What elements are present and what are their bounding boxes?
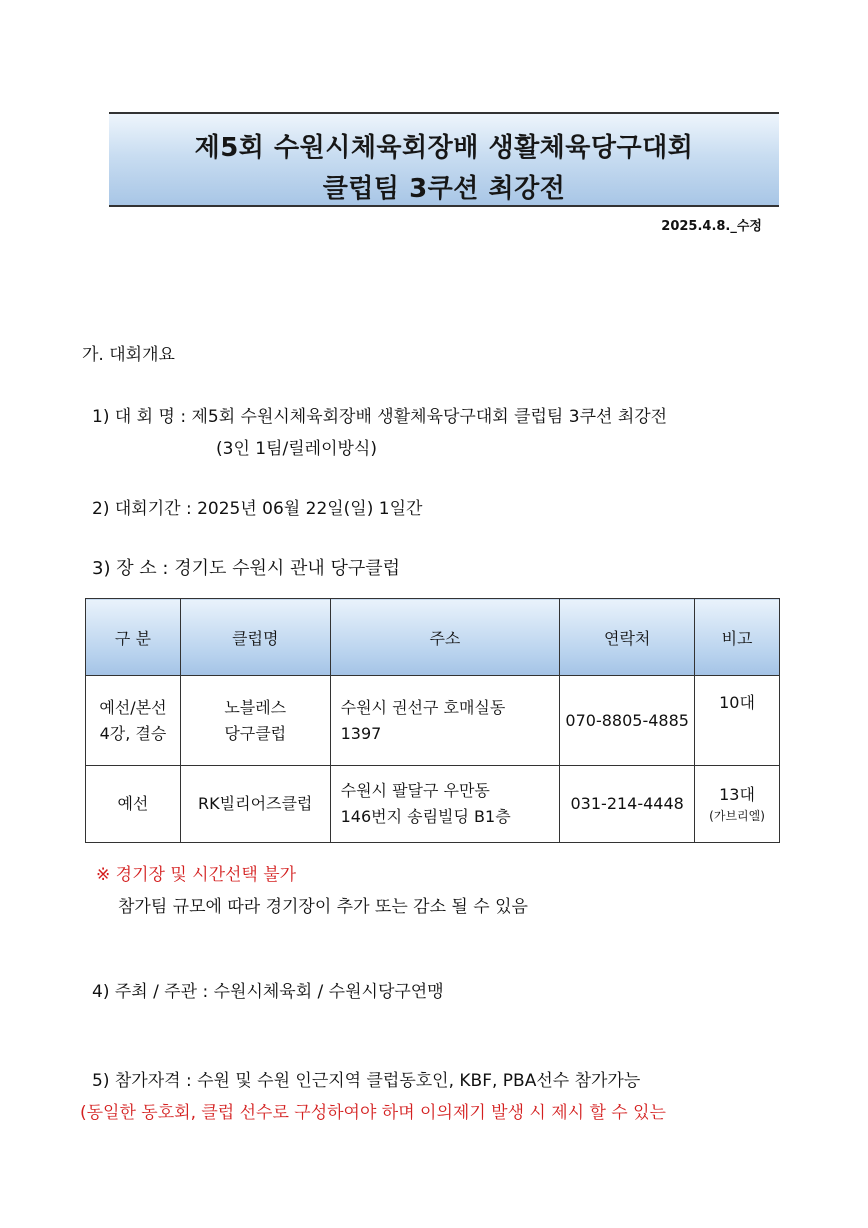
phone-cell: 031-214-4448 (560, 766, 695, 843)
table-row (86, 676, 780, 766)
header-note: 비고 (695, 599, 780, 676)
division-cell: 예선 (86, 766, 181, 843)
note-text: 13대 (719, 784, 755, 804)
note-subtext: (가브리엘) (709, 809, 765, 824)
event-name: 1) 대 회 명 : 제5회 수원시체육회장배 생활체육당구대회 클럽팀 3쿠션 최강전 (92, 407, 668, 427)
section-heading: 가. 대회개요 (82, 345, 175, 365)
note-cell (695, 766, 780, 843)
table-header-row (86, 599, 780, 676)
title-banner (109, 112, 779, 207)
venue-notice-body: 참가팀 규모에 따라 경기장이 추가 또는 감소 될 수 있음 (118, 897, 528, 917)
club-name: 당구클럽 (224, 723, 287, 743)
club-name: 노블레스 (224, 697, 287, 717)
address-cell (330, 766, 560, 843)
division-text: 4강, 결승 (99, 723, 167, 743)
event-period: 2) 대회기간 : 2025년 06월 22일(일) 1일간 (92, 499, 423, 519)
note-text: 10대 (719, 693, 755, 712)
address-text: 수원시 권선구 호매실동 (340, 697, 506, 717)
revision-date: 2025.4.8._수정 (661, 219, 762, 234)
header-contact: 연락처 (560, 599, 695, 676)
event-format: (3인 1팀/릴레이방식) (216, 439, 377, 459)
eligibility-note: (동일한 동호회, 클럽 선수로 구성하여야 하며 이의제기 발생 시 제시 할 수 있는 (80, 1103, 666, 1123)
document-title-line1: 제5회 수원시체육회장배 생활체육당구대회 (194, 133, 694, 163)
phone-cell: 070-8805-4885 (560, 676, 695, 766)
address-cell (330, 676, 560, 766)
venue-notice-title: ※ 경기장 및 시간선택 불가 (96, 865, 297, 885)
address-text: 146번지 송림빌딩 B1층 (340, 807, 511, 826)
document-title-line2: 클럽팀 3쿠션 최강전 (322, 174, 566, 204)
club-cell: RK빌리어즈클럽 (180, 766, 330, 843)
address-text: 수원시 팔달구 우만동 (340, 781, 490, 801)
header-address: 주소 (330, 599, 560, 676)
header-club: 클럽명 (180, 599, 330, 676)
address-text: 1397 (340, 723, 382, 743)
division-cell (86, 676, 181, 766)
event-host: 4) 주최 / 주관 : 수원시체육회 / 수원시당구연맹 (92, 982, 444, 1002)
event-place: 3) 장 소 : 경기도 수원시 관내 당구클럽 (92, 558, 401, 579)
venue-table (85, 598, 780, 843)
club-cell (180, 676, 330, 766)
note-cell (695, 676, 780, 766)
eligibility: 5) 참가자격 : 수원 및 수원 인근지역 클럽동호인, KBF, PBA선수 참가가능 (92, 1071, 641, 1091)
header-division: 구 분 (86, 599, 181, 676)
division-text: 예선/본선 (99, 697, 167, 717)
table-row (86, 766, 780, 843)
